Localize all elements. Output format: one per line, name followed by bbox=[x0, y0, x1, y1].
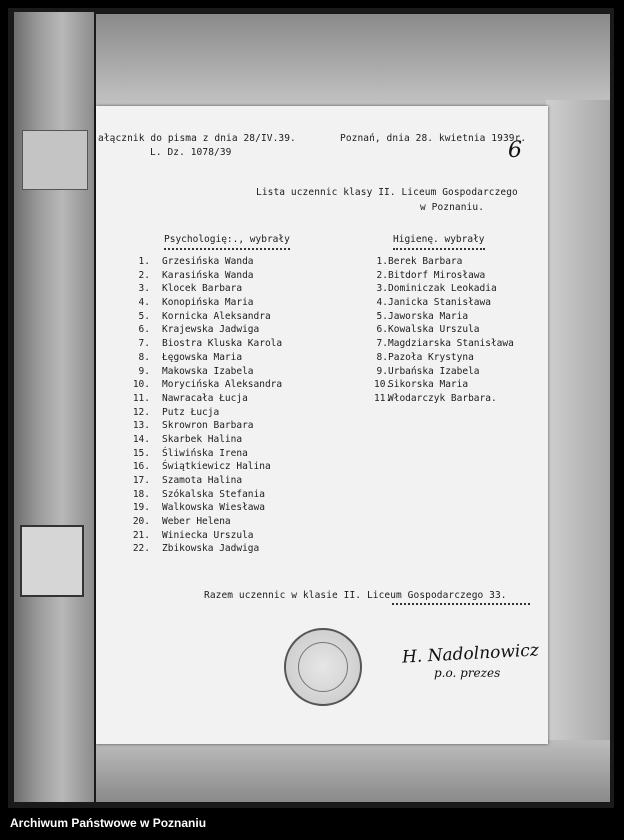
item-number: 7. bbox=[376, 338, 388, 350]
student-name: Śliwińska Irena bbox=[162, 447, 248, 459]
student-name: Skarbek Halina bbox=[162, 433, 243, 445]
student-name: Urbańska Izabela bbox=[388, 365, 480, 377]
student-name: Zbikowska Jadwiga bbox=[162, 543, 260, 555]
underlying-page-top bbox=[96, 14, 610, 114]
item-number: 11. bbox=[374, 392, 392, 404]
list-item bbox=[374, 297, 514, 311]
item-number: 17. bbox=[132, 475, 150, 486]
underlying-page-bottom bbox=[96, 740, 610, 802]
list-item bbox=[132, 352, 282, 366]
student-name: Świątkiewicz Halina bbox=[162, 461, 271, 473]
student-name: Szamota Halina bbox=[162, 475, 243, 486]
list-item bbox=[374, 393, 514, 407]
list-item bbox=[132, 530, 282, 544]
student-name: Kowalska Urszula bbox=[388, 324, 480, 336]
item-number: 4. bbox=[376, 297, 388, 309]
item-number: 7. bbox=[138, 338, 150, 350]
handwritten-page-number: 6 bbox=[508, 138, 522, 163]
attachment-reference bbox=[98, 132, 296, 160]
ref-number-line: L. Dz. 1078/39 bbox=[150, 147, 232, 158]
list-item bbox=[132, 434, 282, 448]
list-item bbox=[132, 379, 282, 393]
list-item bbox=[132, 338, 282, 352]
list-item bbox=[132, 543, 282, 557]
student-name: Biostra Kluska Karola bbox=[162, 338, 283, 350]
item-number: 4. bbox=[138, 297, 150, 309]
list-item bbox=[132, 516, 282, 530]
student-name: Walkowska Wiesława bbox=[162, 502, 265, 514]
list-item bbox=[132, 475, 282, 489]
list-item bbox=[132, 489, 282, 503]
item-number: 3. bbox=[138, 283, 150, 295]
student-name: Włodarczyk Barbara. bbox=[388, 392, 497, 404]
item-number: 19. bbox=[132, 502, 150, 514]
student-name: Klocek Barbara bbox=[162, 283, 243, 295]
item-number: 8. bbox=[138, 351, 150, 363]
hygiene-student-list bbox=[374, 256, 514, 407]
student-name: Grzesińska Wanda bbox=[162, 256, 254, 267]
item-number: 1. bbox=[376, 256, 388, 267]
official-seal-icon bbox=[284, 628, 362, 706]
left-heading-underline bbox=[164, 246, 290, 250]
right-heading-text: Higienę. wybrały bbox=[393, 234, 485, 245]
student-name: Szókalska Stefania bbox=[162, 488, 265, 500]
list-item bbox=[374, 324, 514, 338]
item-number: 1. bbox=[138, 256, 150, 267]
student-name: Karasińska Wanda bbox=[162, 269, 254, 281]
student-name: Magdziarska Stanisława bbox=[388, 338, 514, 350]
list-item bbox=[374, 338, 514, 352]
student-name: Dominiczak Leokadia bbox=[388, 283, 497, 295]
seal-inner-ring bbox=[298, 642, 348, 692]
list-item bbox=[132, 311, 282, 325]
list-item bbox=[132, 366, 282, 380]
student-name: Winiecka Urszula bbox=[162, 529, 254, 541]
item-number: 5. bbox=[138, 310, 150, 322]
item-number: 14. bbox=[132, 433, 150, 445]
student-name: Morycińska Aleksandra bbox=[162, 379, 283, 391]
item-number: 2. bbox=[138, 269, 150, 281]
item-number: 15. bbox=[132, 447, 150, 459]
list-item bbox=[132, 256, 282, 270]
list-item bbox=[132, 502, 282, 516]
item-number: 5. bbox=[376, 310, 388, 322]
item-number: 6. bbox=[138, 324, 150, 336]
item-number: 10. bbox=[374, 379, 392, 391]
student-name: Janicka Stanisława bbox=[388, 297, 491, 309]
list-item bbox=[132, 324, 282, 338]
item-number: 18. bbox=[132, 488, 150, 500]
item-number: 2. bbox=[376, 269, 388, 281]
student-name: Krajewska Jadwiga bbox=[162, 324, 260, 336]
item-number: 11. bbox=[132, 392, 150, 404]
student-name: Jaworska Maria bbox=[388, 310, 469, 322]
item-number: 20. bbox=[132, 516, 150, 528]
list-item bbox=[374, 379, 514, 393]
document-page bbox=[96, 106, 548, 744]
list-item bbox=[132, 448, 282, 462]
underlying-page-right bbox=[546, 100, 610, 800]
signature: H. Nadolnowicz bbox=[401, 640, 540, 668]
student-name: Pazoła Krystyna bbox=[388, 351, 474, 363]
list-item bbox=[132, 461, 282, 475]
list-item bbox=[132, 420, 282, 434]
title-line-2: w Poznaniu. bbox=[420, 202, 485, 213]
item-number: 12. bbox=[132, 406, 150, 418]
student-name: Nawracała Łucja bbox=[162, 392, 248, 404]
archive-label-fragment bbox=[22, 130, 88, 190]
item-number: 16. bbox=[132, 461, 150, 473]
item-number: 9. bbox=[376, 365, 388, 377]
item-number: 22. bbox=[132, 543, 150, 555]
list-item bbox=[374, 352, 514, 366]
student-name: Putz Łucja bbox=[162, 406, 220, 418]
student-name: Berek Barbara bbox=[388, 256, 463, 267]
item-number: 3. bbox=[376, 283, 388, 295]
left-heading-text: Psychologię:., wybrały bbox=[164, 234, 290, 245]
right-heading-underline bbox=[393, 246, 485, 250]
item-number: 6. bbox=[376, 324, 388, 336]
item-number: 13. bbox=[132, 420, 150, 432]
item-number: 10. bbox=[132, 379, 150, 391]
right-column-heading bbox=[393, 234, 485, 250]
list-item bbox=[374, 366, 514, 380]
student-name: Bitdorf Mirosława bbox=[388, 269, 486, 281]
left-column-heading bbox=[164, 234, 290, 250]
document-title bbox=[256, 185, 518, 215]
attachment-line: ałącznik do pisma z dnia 28/IV.39. bbox=[98, 133, 296, 144]
title-line-1: Lista uczennic klasy II. Liceum Gospodarczego bbox=[256, 187, 518, 198]
list-item bbox=[132, 297, 282, 311]
list-item bbox=[132, 393, 282, 407]
student-name: Makowska Izabela bbox=[162, 365, 254, 377]
student-name: Sikorska Maria bbox=[388, 379, 469, 391]
list-item bbox=[132, 270, 282, 284]
student-name: Łęgowska Maria bbox=[162, 351, 243, 363]
list-item bbox=[374, 311, 514, 325]
student-name: Skrowron Barbara bbox=[162, 420, 254, 432]
archive-footer: Archiwum Państwowe w Poznaniu bbox=[10, 816, 207, 830]
signature-note: p.o. prezes bbox=[434, 666, 501, 680]
list-item bbox=[374, 283, 514, 297]
class-total: Razem uczennic w klasie II. Liceum Gospodarczego 33. bbox=[204, 590, 507, 601]
item-number: 21. bbox=[132, 529, 150, 541]
item-number: 8. bbox=[376, 351, 388, 363]
list-item bbox=[374, 270, 514, 284]
list-item bbox=[374, 256, 514, 270]
list-item bbox=[132, 407, 282, 421]
archive-stamp-fragment bbox=[20, 525, 84, 597]
student-name: Konopińska Maria bbox=[162, 297, 254, 309]
psychology-student-list bbox=[132, 256, 282, 557]
total-underline bbox=[392, 603, 530, 605]
item-number: 9. bbox=[138, 365, 150, 377]
student-name: Kornicka Aleksandra bbox=[162, 310, 271, 322]
date-line: Poznań, dnia 28. kwietnia 1939r. bbox=[340, 133, 527, 144]
student-name: Weber Helena bbox=[162, 516, 231, 528]
list-item bbox=[132, 283, 282, 297]
